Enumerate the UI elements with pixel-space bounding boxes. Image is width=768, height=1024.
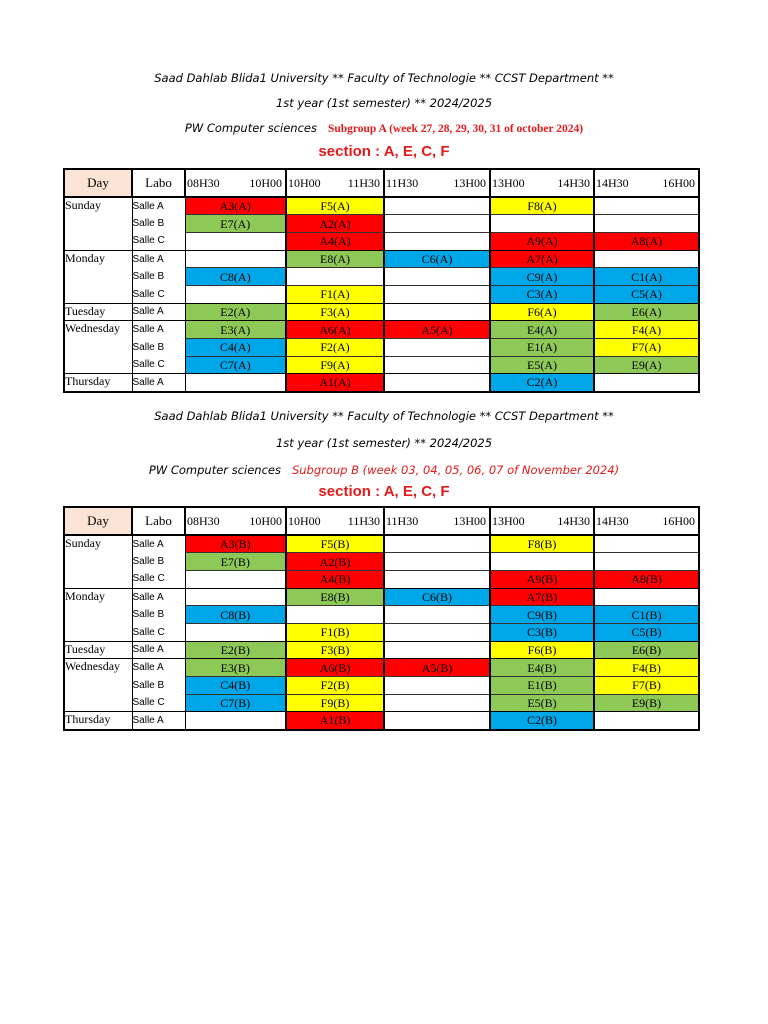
time-slot-range xyxy=(186,176,285,191)
session-cell: A5(B) xyxy=(384,659,490,677)
session-cell xyxy=(286,606,384,624)
slot-start: 08H30 xyxy=(187,175,220,190)
labo-cell: Salle A xyxy=(132,250,185,268)
table-row xyxy=(64,588,699,606)
session-cell: A1(A) xyxy=(286,374,384,392)
session-cell xyxy=(185,232,286,250)
session-cell: A5(A) xyxy=(384,321,490,339)
session-cell: F6(B) xyxy=(490,641,594,659)
session-cell: E1(A) xyxy=(490,339,594,357)
session-cell: A2(B) xyxy=(286,553,384,571)
session-cell: E3(A) xyxy=(185,321,286,339)
subgroup-line-b xyxy=(0,463,768,477)
session-cell xyxy=(384,641,490,659)
labo-cell: Salle B xyxy=(132,606,185,624)
university-header-b: Saad Dahlab Blida1 University ** Faculty of Technologie ** CCST Department ** xyxy=(154,409,614,423)
table-row xyxy=(64,677,699,695)
session-cell: F8(B) xyxy=(490,535,594,553)
session-cell: A7(A) xyxy=(490,250,594,268)
slot-end: 14H30 xyxy=(557,175,590,190)
slot-start: 14H30 xyxy=(596,175,629,190)
session-cell: C5(B) xyxy=(594,623,699,641)
session-cell: E5(A) xyxy=(490,356,594,374)
session-cell: C1(B) xyxy=(594,606,699,624)
slot-end: 10H00 xyxy=(249,175,282,190)
university-header-a: Saad Dahlab Blida1 University ** Faculty of Technologie ** CCST Department ** xyxy=(154,71,614,85)
time-slot-header xyxy=(185,507,286,535)
day-cell: Monday xyxy=(64,588,132,641)
labo-cell: Salle C xyxy=(132,623,185,641)
labo-cell: Salle A xyxy=(132,197,185,215)
session-cell: E2(B) xyxy=(185,641,286,659)
table-row xyxy=(64,197,699,215)
time-slot-range xyxy=(287,176,383,191)
time-slot-header xyxy=(594,169,699,197)
session-cell: E7(B) xyxy=(185,553,286,571)
session-cell xyxy=(185,250,286,268)
session-cell: F5(A) xyxy=(286,197,384,215)
slot-end: 11H30 xyxy=(347,175,380,190)
slot-start: 13H00 xyxy=(492,513,525,528)
session-cell: C7(B) xyxy=(185,694,286,712)
labo-cell: Salle C xyxy=(132,232,185,250)
session-cell: E8(B) xyxy=(286,588,384,606)
time-slot-range xyxy=(186,514,285,529)
table-row xyxy=(64,215,699,233)
time-slot-range xyxy=(491,514,593,529)
day-column-header: Day xyxy=(64,169,132,197)
labo-cell: Salle C xyxy=(132,570,185,588)
session-cell: F7(A) xyxy=(594,339,699,357)
labo-cell: Salle B xyxy=(132,339,185,357)
session-cell xyxy=(490,215,594,233)
session-cell xyxy=(384,285,490,303)
subject-label-b: PW Computer sciences xyxy=(148,463,281,477)
day-cell: Thursday xyxy=(64,712,132,730)
session-cell: C5(A) xyxy=(594,285,699,303)
labo-cell: Salle A xyxy=(132,303,185,321)
subject-label-a: PW Computer sciences xyxy=(184,121,317,135)
session-cell: A8(A) xyxy=(594,232,699,250)
session-cell: C2(B) xyxy=(490,712,594,730)
session-cell: A8(B) xyxy=(594,570,699,588)
session-cell xyxy=(384,356,490,374)
slot-start: 11H30 xyxy=(386,513,419,528)
session-cell xyxy=(384,232,490,250)
labo-column-header: Labo xyxy=(132,169,185,197)
session-cell: F4(B) xyxy=(594,659,699,677)
table-row xyxy=(64,641,699,659)
time-slot-range xyxy=(595,514,698,529)
day-column-header: Day xyxy=(64,507,132,535)
session-cell xyxy=(594,535,699,553)
session-cell xyxy=(490,553,594,571)
table-row xyxy=(64,712,699,730)
subgroup-b-label: Subgroup B (week 03, 04, 05, 06, 07 of November 2024) xyxy=(291,463,620,477)
time-slot-header xyxy=(185,169,286,197)
time-slot-range xyxy=(385,514,489,529)
session-cell: F1(A) xyxy=(286,285,384,303)
session-cell: F7(B) xyxy=(594,677,699,695)
time-slot-range xyxy=(287,514,383,529)
labo-cell: Salle A xyxy=(132,712,185,730)
slot-start: 14H30 xyxy=(596,513,629,528)
time-slot-header xyxy=(384,507,490,535)
session-cell: C7(A) xyxy=(185,356,286,374)
labo-cell: Salle B xyxy=(132,268,185,286)
session-cell: F2(A) xyxy=(286,339,384,357)
session-cell xyxy=(384,553,490,571)
day-cell: Tuesday xyxy=(64,641,132,659)
year-header-a: 1st year (1st semester) ** 2024/2025 xyxy=(275,96,493,110)
session-cell: E6(B) xyxy=(594,641,699,659)
slot-end: 16H00 xyxy=(662,175,695,190)
labo-cell: Salle B xyxy=(132,677,185,695)
session-cell: E7(A) xyxy=(185,215,286,233)
time-slot-header xyxy=(286,169,384,197)
slot-start: 10H00 xyxy=(288,175,321,190)
slot-end: 16H00 xyxy=(662,513,695,528)
session-cell: A3(B) xyxy=(185,535,286,553)
session-cell: A4(A) xyxy=(286,232,384,250)
session-cell xyxy=(594,215,699,233)
section-title-a: section : A, E, C, F xyxy=(318,143,450,160)
slot-end: 14H30 xyxy=(557,513,590,528)
header-row xyxy=(64,169,699,197)
session-cell xyxy=(384,197,490,215)
subgroup-a-label: Subgroup A (week 27, 28, 29, 30, 31 of october 2024) xyxy=(327,123,584,135)
session-cell: C3(B) xyxy=(490,623,594,641)
time-slot-header xyxy=(490,507,594,535)
session-cell xyxy=(384,303,490,321)
session-cell: A4(B) xyxy=(286,570,384,588)
session-cell: F9(B) xyxy=(286,694,384,712)
table-row xyxy=(64,268,699,286)
session-cell xyxy=(384,694,490,712)
labo-cell: Salle A xyxy=(132,659,185,677)
session-cell xyxy=(185,623,286,641)
section-title-b: section : A, E, C, F xyxy=(318,483,450,500)
table-row xyxy=(64,285,699,303)
session-cell: C3(A) xyxy=(490,285,594,303)
session-cell xyxy=(594,374,699,392)
session-cell: C9(A) xyxy=(490,268,594,286)
session-cell xyxy=(594,712,699,730)
session-cell: C8(B) xyxy=(185,606,286,624)
slot-end: 13H00 xyxy=(453,175,486,190)
session-cell: E4(B) xyxy=(490,659,594,677)
slot-start: 08H30 xyxy=(187,513,220,528)
session-cell: F5(B) xyxy=(286,535,384,553)
session-cell: A9(B) xyxy=(490,570,594,588)
session-cell xyxy=(384,535,490,553)
session-cell xyxy=(384,712,490,730)
slot-end: 11H30 xyxy=(347,513,380,528)
table-row xyxy=(64,356,699,374)
time-slot-header xyxy=(490,169,594,197)
schedule-table-a xyxy=(63,168,700,393)
labo-cell: Salle B xyxy=(132,553,185,571)
session-cell: A1(B) xyxy=(286,712,384,730)
session-cell: E1(B) xyxy=(490,677,594,695)
labo-cell: Salle C xyxy=(132,285,185,303)
table-row xyxy=(64,623,699,641)
table-row xyxy=(64,659,699,677)
time-slot-header xyxy=(594,507,699,535)
session-cell xyxy=(185,374,286,392)
time-slot-range xyxy=(595,176,698,191)
table-row xyxy=(64,321,699,339)
table-row xyxy=(64,570,699,588)
slot-end: 13H00 xyxy=(453,513,486,528)
session-cell xyxy=(185,285,286,303)
subgroup-line-a xyxy=(0,121,768,135)
session-cell: E2(A) xyxy=(185,303,286,321)
session-cell: F3(A) xyxy=(286,303,384,321)
session-cell: F6(A) xyxy=(490,303,594,321)
session-cell: E9(A) xyxy=(594,356,699,374)
session-cell: E9(B) xyxy=(594,694,699,712)
labo-cell: Salle C xyxy=(132,356,185,374)
session-cell xyxy=(384,374,490,392)
labo-column-header: Labo xyxy=(132,507,185,535)
session-cell: A9(A) xyxy=(490,232,594,250)
year-header-b: 1st year (1st semester) ** 2024/2025 xyxy=(275,436,493,450)
session-cell xyxy=(384,339,490,357)
session-cell: C2(A) xyxy=(490,374,594,392)
session-cell: F2(B) xyxy=(286,677,384,695)
header-row xyxy=(64,507,699,535)
labo-cell: Salle C xyxy=(132,694,185,712)
session-cell xyxy=(185,570,286,588)
labo-cell: Salle A xyxy=(132,321,185,339)
labo-cell: Salle B xyxy=(132,215,185,233)
table-row xyxy=(64,535,699,553)
session-cell xyxy=(594,197,699,215)
day-cell: Sunday xyxy=(64,197,132,250)
slot-start: 13H00 xyxy=(492,175,525,190)
session-cell: C8(A) xyxy=(185,268,286,286)
session-cell xyxy=(594,553,699,571)
session-cell: A7(B) xyxy=(490,588,594,606)
session-cell xyxy=(594,588,699,606)
session-cell: C4(A) xyxy=(185,339,286,357)
labo-cell: Salle A xyxy=(132,535,185,553)
session-cell xyxy=(384,268,490,286)
time-slot-header xyxy=(286,507,384,535)
session-cell xyxy=(384,677,490,695)
time-slot-header xyxy=(384,169,490,197)
session-cell xyxy=(384,623,490,641)
session-cell: F1(B) xyxy=(286,623,384,641)
session-cell: A6(B) xyxy=(286,659,384,677)
table-row xyxy=(64,232,699,250)
table-row xyxy=(64,339,699,357)
session-cell: C6(B) xyxy=(384,588,490,606)
session-cell: E8(A) xyxy=(286,250,384,268)
labo-cell: Salle A xyxy=(132,588,185,606)
session-cell: C9(B) xyxy=(490,606,594,624)
session-cell: E5(B) xyxy=(490,694,594,712)
session-cell xyxy=(185,588,286,606)
session-cell: A2(A) xyxy=(286,215,384,233)
session-cell xyxy=(384,606,490,624)
session-cell: C4(B) xyxy=(185,677,286,695)
session-cell xyxy=(185,712,286,730)
slot-end: 10H00 xyxy=(249,513,282,528)
day-cell: Wednesday xyxy=(64,659,132,712)
session-cell: F4(A) xyxy=(594,321,699,339)
table-row xyxy=(64,694,699,712)
slot-start: 10H00 xyxy=(288,513,321,528)
session-cell: C6(A) xyxy=(384,250,490,268)
session-cell: F3(B) xyxy=(286,641,384,659)
session-cell: A6(A) xyxy=(286,321,384,339)
time-slot-range xyxy=(491,176,593,191)
session-cell xyxy=(286,268,384,286)
day-cell: Monday xyxy=(64,250,132,303)
session-cell xyxy=(384,570,490,588)
session-cell: F9(A) xyxy=(286,356,384,374)
table-row xyxy=(64,606,699,624)
session-cell: C1(A) xyxy=(594,268,699,286)
labo-cell: Salle A xyxy=(132,641,185,659)
time-slot-range xyxy=(385,176,489,191)
schedule-table-b xyxy=(63,506,700,731)
table-row xyxy=(64,374,699,392)
day-cell: Thursday xyxy=(64,374,132,392)
session-cell: A3(A) xyxy=(185,197,286,215)
table-row xyxy=(64,553,699,571)
session-cell: F8(A) xyxy=(490,197,594,215)
day-cell: Wednesday xyxy=(64,321,132,374)
day-cell: Sunday xyxy=(64,535,132,588)
slot-start: 11H30 xyxy=(386,175,419,190)
session-cell xyxy=(594,250,699,268)
session-cell: E6(A) xyxy=(594,303,699,321)
session-cell: E3(B) xyxy=(185,659,286,677)
table-row xyxy=(64,250,699,268)
session-cell: E4(A) xyxy=(490,321,594,339)
table-row xyxy=(64,303,699,321)
labo-cell: Salle A xyxy=(132,374,185,392)
day-cell: Tuesday xyxy=(64,303,132,321)
session-cell xyxy=(384,215,490,233)
